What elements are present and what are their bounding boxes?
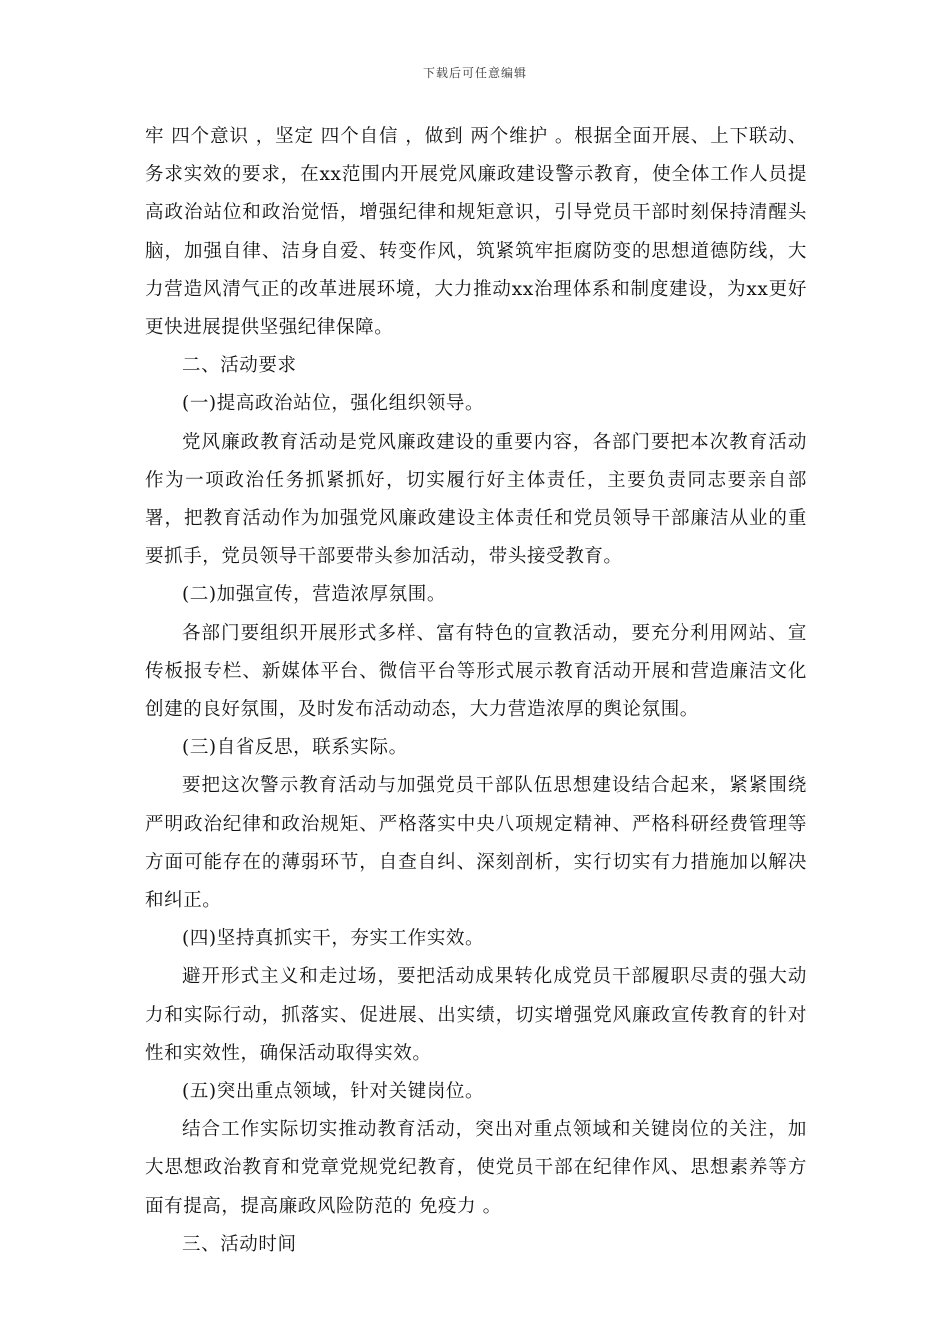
paragraph-1: 党风廉政教育活动是党风廉政建设的重要内容，各部门要把本次教育活动作为一项政治任务抓紧抓好，切实履行好主体责任，主要负责同志要亲自部署，把教育活动作为加强党风廉政建设主体责任和党员领导干部廉洁从业的重要抓手，党员领导干部要带头参加活动，带头接受教育。 (145, 431, 807, 568)
paragraph-5: 结合工作实际切实推动教育活动，突出对重点领域和关键岗位的关注，加大思想政治教育和党章党规党纪教育，使党员干部在纪律作风、思想素养等方面有提高，提高廉政风险防范的 免疫力 。 (145, 1119, 807, 1217)
subheading-5: (五)突出重点领域，针对关键岗位。 (182, 1081, 485, 1103)
header-note: 下载后可任意编辑 (422, 66, 527, 80)
paragraph-2: 各部门要组织开展形式多样、富有特色的宣教活动，要充分利用网站、宣传板报专栏、新媒体平台、微信平台等形式展示教育活动开展和营造廉洁文化创建的良好氛围，及时发布活动动态，大力营造浓厚的舆论氛围。 (145, 622, 807, 721)
paragraph-4: 避开形式主义和走过场，要把活动成果转化成党员干部履职尽责的强大动力和实际行动，抓落实、促进展、出实绩，切实增强党风廉政宣传教育的针对性和实效性，确保活动取得实效。 (145, 966, 807, 1064)
section-heading-activity-requirements: 二、活动要求 (182, 355, 297, 377)
subheading-1: (一)提高政治站位，强化组织领导。 (182, 393, 485, 415)
document-body (145, 118, 807, 1264)
section-heading-activity-time: 三、活动时间 (182, 1233, 297, 1255)
subheading-3: (三)自省反思，联系实际。 (182, 737, 408, 759)
paragraph-3: 要把这次警示教育活动与加强党员干部队伍思想建设结合起来，紧紧围绕严明政治纪律和政治规矩、严格落实中央八项规定精神、严格科研经费管理等方面可能存在的薄弱环节，自查自纠、深刻剖析，实行切实有力措施加以解决和纠正。 (145, 775, 807, 912)
subheading-4: (四)坚持真抓实干，夯实工作实效。 (182, 928, 485, 950)
subheading-2: (二)加强宣传，营造浓厚氛围。 (182, 584, 446, 606)
paragraph-intro-continuation: 牢 四个意识 ，坚定 四个自信 ，做到 两个维护 。根据全面开展、上下联动、务求实效的要求，在xx范围内开展党风廉政建设警示教育，使全体工作人员提高政治站位和政治觉悟，增强纪律和规矩意识，引导党员干部时刻保持清醒头脑，加强自律、洁身自爱、转变作风，筑紧筑牢拒腐防变的思想道德防线，大力营造风清气正的改革进展环境，大力推动xx治理体系和制度建设，为xx更好更快进展提供坚强纪律保障。 (145, 126, 807, 339)
